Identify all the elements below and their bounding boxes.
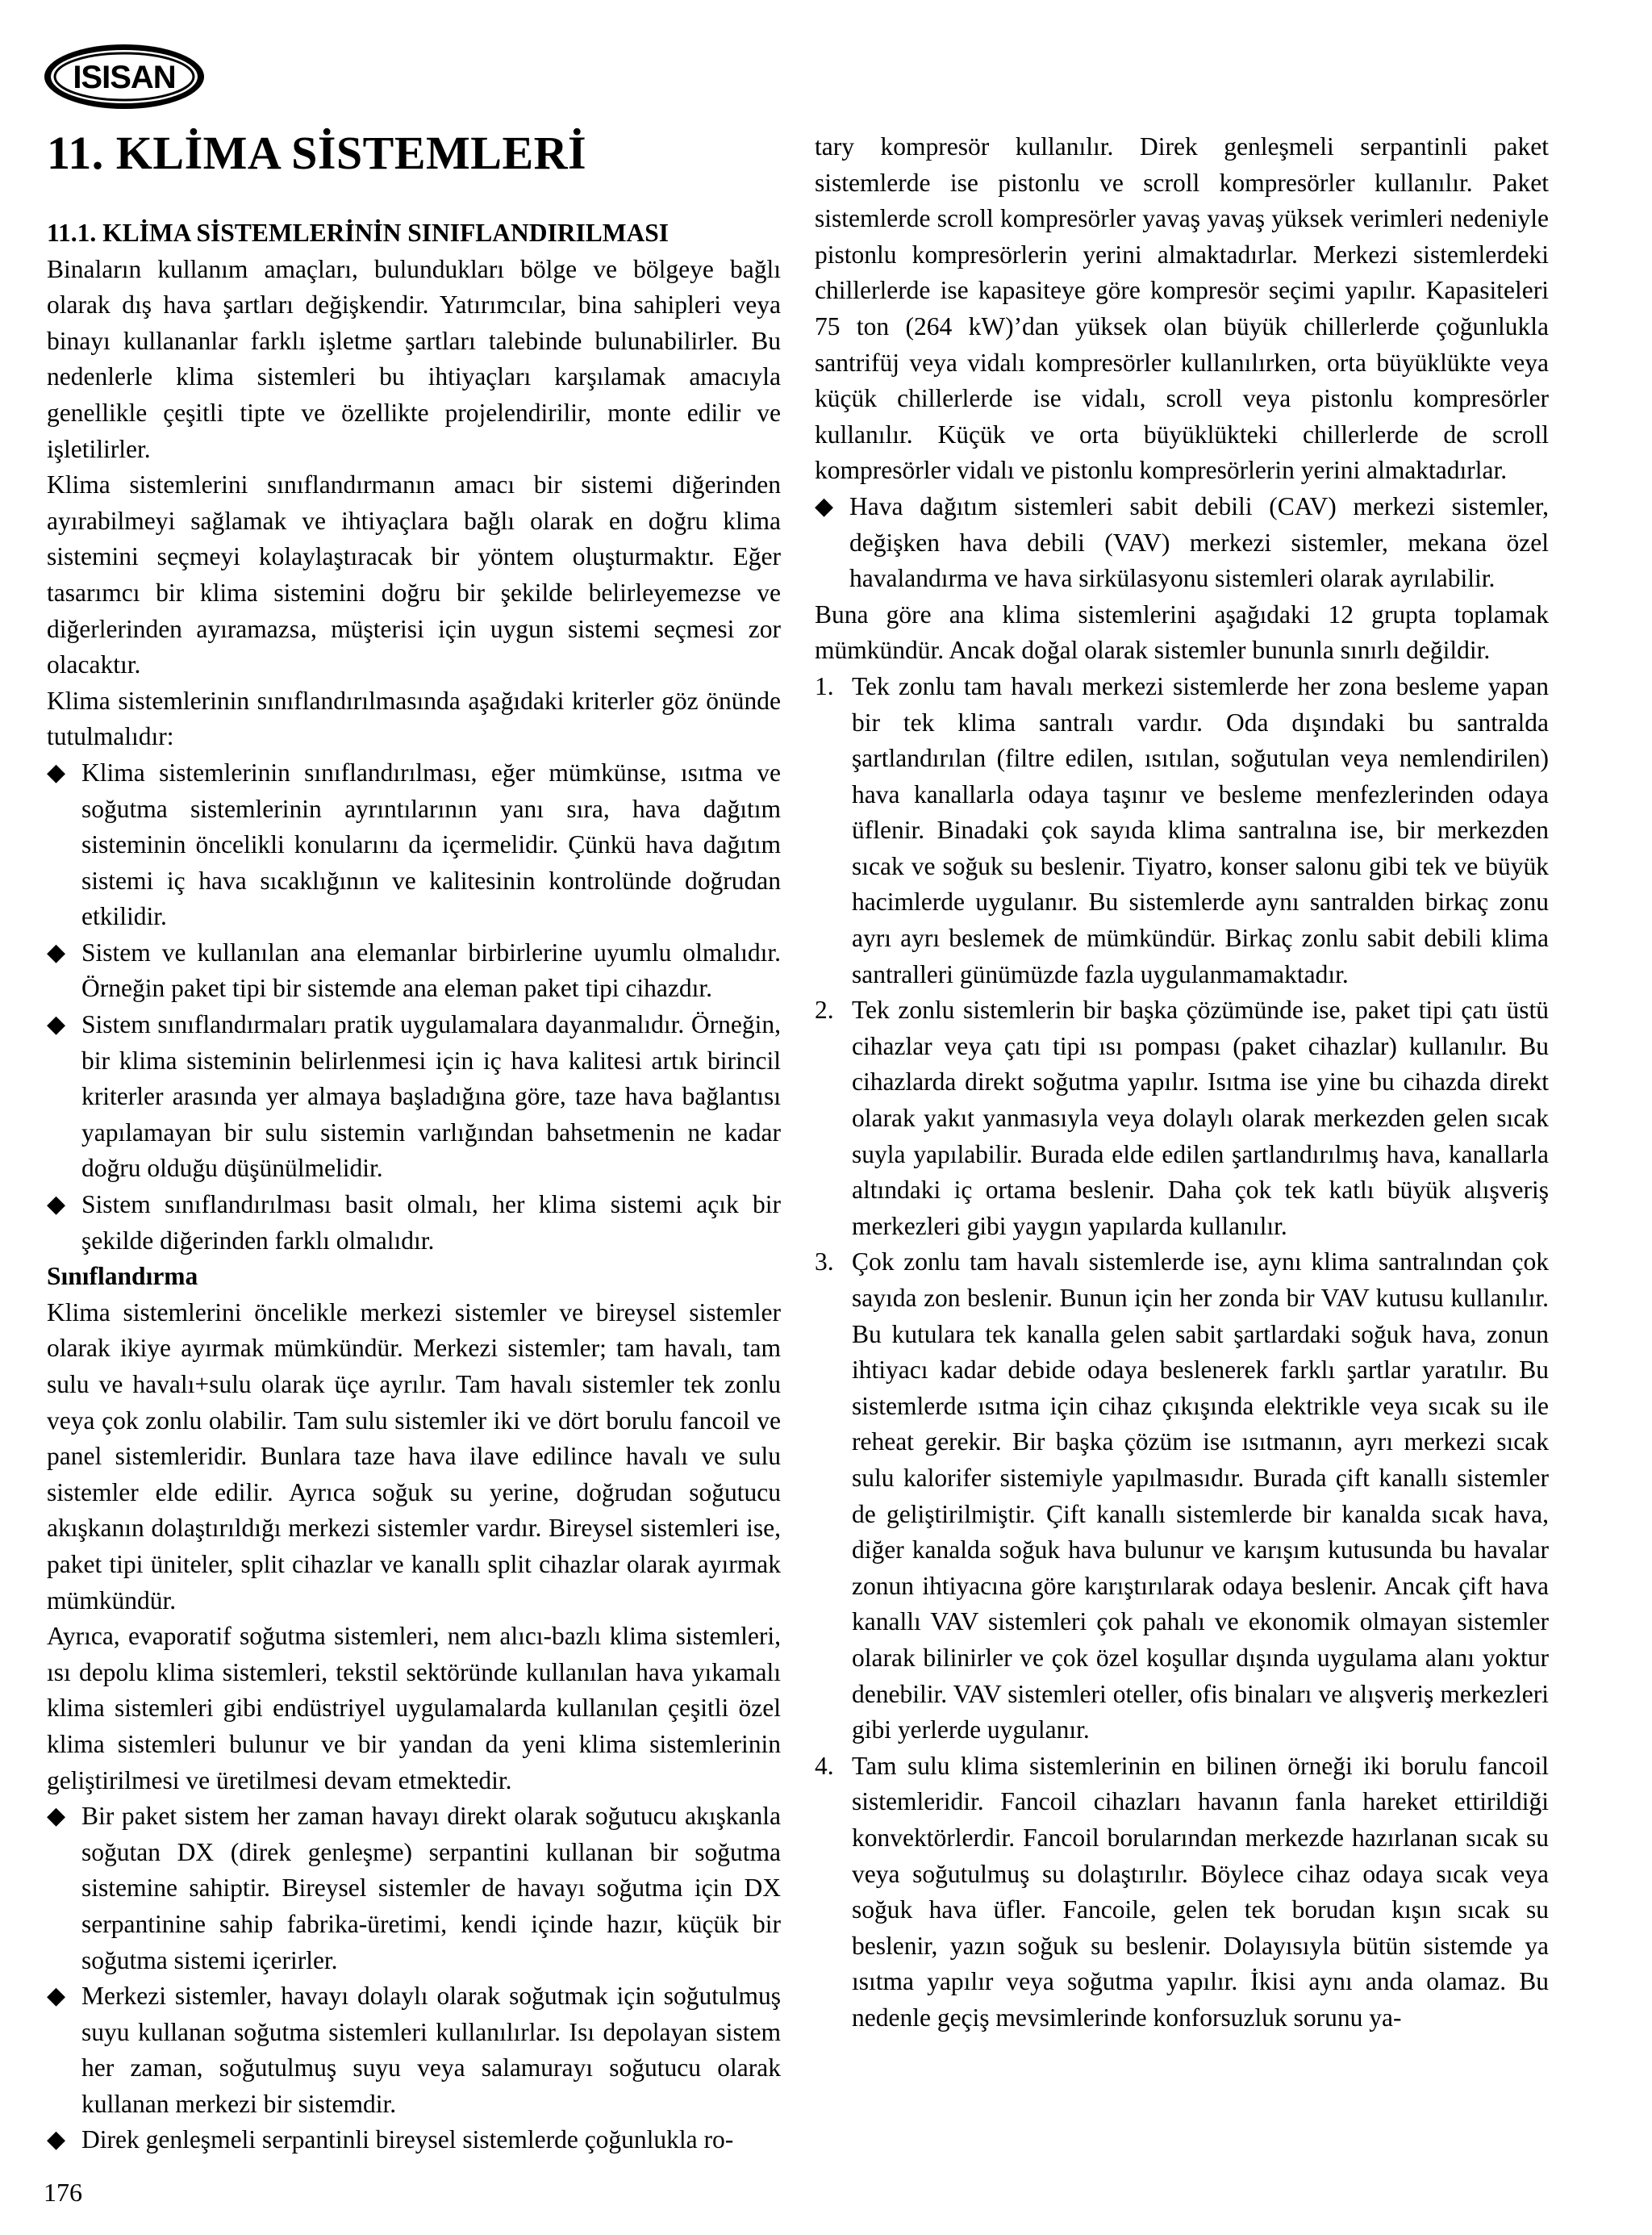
- section-heading: 11.1. KLİMA SİSTEMLERİNİN SINIFLANDIRILMASI: [47, 219, 670, 247]
- right-column: [815, 129, 1549, 2036]
- left-column: [47, 215, 781, 2158]
- diamond-bullet-icon: ◆: [47, 2126, 66, 2154]
- bullet-item: ◆ Sistem ve kullanılan ana elemanlar birbirlerine uyumlu olmalıdır. Örneğin paket tipi bir sistemde ana eleman paket tipi cihazdır.: [47, 935, 781, 1007]
- bullet-item: ◆ Sistem sınıflandırılması basit olmalı, her klima sistemi açık bir şekilde diğerinden farklı olmalıdır.: [47, 1187, 781, 1259]
- diamond-bullet-icon: ◆: [47, 1011, 66, 1038]
- item-number: 2.: [815, 996, 834, 1025]
- item-number: 1.: [815, 671, 834, 700]
- bullet-item: ◆ Sistem sınıflandırmaları pratik uygulamalara dayanmalıdır. Örneğin, bir klima sisteminin belirlenmesi için iç hava kalitesi artık birincil kriterler arasında yer almaya başladığına göre, taze hava bağlantısı yapılamayan bir sulu sistemin varlığından bahsetmenin ne kadar doğru olduğu düşünülmelidir.: [47, 1007, 781, 1187]
- bullet-item: ◆ Merkezi sistemler, havayı dolaylı olarak soğutmak için soğutulmuş suyu kullanan soğutma sistemleri kullanılırlar. Isı depolayan sistem her zaman, soğutulmuş suyu veya salamurayı soğutucu olarak kullanan merkezi bir sistemdir.: [47, 1978, 781, 2122]
- item-number: 3.: [815, 1247, 834, 1276]
- isisan-logo: [42, 42, 206, 111]
- page-number: 176: [44, 2178, 82, 2207]
- paragraph: Klima sistemlerinin sınıflandırılmasında aşağıdaki kriterler göz önünde tutulmalıdır:: [47, 686, 781, 751]
- paragraph: Binaların kullanım amaçları, bulundukları bölge ve bölgeye bağlı olarak dış hava şartları değişkendir. Yatırımcılar, bina sahipleri veya binayı kullananlar farklı işletme şartları talebinde bulunabilirler. Bu nedenlerle klima sistemleri bu ihtiyaçları karşılamak amacıyla genellikle çeşitli tipte ve özellikte projelendirilir, monte edilir ve işletilirler.: [47, 254, 781, 463]
- subheading: Sınıflandırma: [47, 1262, 198, 1291]
- diamond-bullet-icon: ◆: [47, 758, 66, 786]
- diamond-bullet-icon: ◆: [47, 1191, 66, 1218]
- logo-text: ISISAN: [73, 60, 176, 95]
- numbered-item: 3. Çok zonlu tam havalı sistemlerde ise, aynı klima santralından çok sayıda zon beslenir. Bunun için her zonda bir VAV kutusu kullanılır. Bu kutulara tek kanalla gelen sabit şartlardaki soğuk hava, zonun ihtiyacı kadar debide odaya beslenerek farklı şartlar yaratılır. Bu sistemlerde ısıtma için cihaz çıkışında elektrikle veya sıcak su ile reheat gerekir. Bir başka çözüm ise ısıtmanın, ayrı merkezi sıcak sulu kalorifer sistemiyle yapılmasıdır. Burada çift kanallı sistemler de geliştirilmiştir. Çift kanallı sistemlerde bir kanalda sıcak hava, diğer kanalda soğuk hava bulunur ve karışım kutusunda bu havalar zonun ihtiyacına göre karıştırılarak odaya beslenir. Ancak çift hava kanallı VAV sistemleri çok pahalı ve ekonomik olmayan sistemler olarak bilinirler ve çok özel koşullar dışında uygulama alanı yoktur denebilir. VAV sistemleri oteller, ofis binaları ve alışveriş merkezleri gibi yerlerde uygulanır.: [815, 1244, 1549, 1748]
- bullet-item: ◆ Bir paket sistem her zaman havayı direkt olarak soğutucu akışkanla soğutan DX (direk genleşme) serpantini kullanan bir soğutma sistemine sahiptir. Bireysel sistemler de havayı soğutma için DX serpantinine sahip fabrika-üretimi, kendi içinde hazır, küçük bir soğutma sistemi içerirler.: [47, 1798, 781, 1978]
- paragraph: Buna göre ana klima sistemlerini aşağıdaki 12 grupta toplamak mümkündür. Ancak doğal olarak sistemler bununla sınırlı değildir.: [815, 599, 1549, 665]
- bullet-item: ◆ Hava dağıtım sistemleri sabit debili (CAV) merkezi sistemler, değişken hava debili (VAV) merkezi sistemler, mekana özel havalandırma ve hava sirkülasyonu sistemleri olarak ayrılabilir.: [815, 489, 1549, 597]
- numbered-item: 2. Tek zonlu sistemlerin bir başka çözümünde ise, paket tipi çatı üstü cihazlar veya çatı tipi ısı pompası (paket cihazlar) kullanılır. Bu cihazlarda direkt soğutma yapılır. Isıtma ise yine bu cihazda direkt olarak yakıt yanmasıyla veya dolaylı olarak merkezden gelen sıcak suyla yapılabilir. Burada elde edilen şartlandırılmış hava, kanallarla altındaki iç ortama beslenir. Daha çok tek katlı büyük alışveriş merkezleri gibi yaygın yapılarda kullanılır.: [815, 992, 1549, 1244]
- diamond-bullet-icon: ◆: [47, 1982, 66, 2010]
- numbered-item: 4. Tam sulu klima sistemlerinin en bilinen örneği iki borulu fancoil sistemleridir. Fancoil cihazları havanın fanla hareket ettirildiği konvektörlerdir. Fancoil borularından merkezde hazırlanan sıcak su veya soğutulmuş su dolaştırılır. Böylece cihaz odaya sıcak veya soğuk hava üfler. Fancoile, gelen tek borudan kışın sıcak su beslenir, yazın soğuk su beslenir. Dolayısıyla bütün sistemde ya ısıtma yapılır veya soğutma yapılır. İkisi aynı anda olamaz. Bu nedenle geçiş mevsimlerinde konforsuzluk sorunu ya-: [815, 1748, 1549, 2037]
- paragraph: Klima sistemlerini öncelikle merkezi sistemler ve bireysel sistemler olarak ikiye ayırmak mümkündür. Merkezi sistemler; tam havalı, tam sulu ve havalı+sulu olarak üçe ayrılır. Tam havalı sistemler tek zonlu veya çok zonlu olabilir. Tam sulu sistemler iki ve dört borulu fancoil ve panel sistemleridir. Bunlara taze hava ilave edilince havalı ve sulu sistemler elde edilir. Ayrıca soğuk su yerine, doğrudan soğutucu akışkanın dolaştırıldığı merkezi sistemler vardır. Bireysel sistemleri ise, paket tipi üniteler, split cihazlar ve kanallı split cihazlar olarak ayırmak mümkündür.: [47, 1297, 781, 1615]
- diamond-bullet-icon: ◆: [47, 1803, 66, 1830]
- numbered-item: 1. Tek zonlu tam havalı merkezi sistemlerde her zona besleme yapan bir tek klima santralı vardır. Oda dışındaki bu santralda şartlandırılan (filtre edilen, ısıtılan, soğutulan veya nemlendirilen) hava kanallarla odaya taşınır ve besleme menfezlerinden odaya üflenir. Binadaki çok sayıda klima santralına ise, bir merkezden sıcak ve soğuk su beslenir. Tiyatro, konser salonu gibi tek ve büyük hacimlerde uygulanır. Bu sistemlerde aynı santralden birkaç zonu ayrı ayrı beslemek de mümkündür. Birkaç zonlu sabit debili klima santralleri günümüzde fazla uygulanmamaktadır.: [815, 669, 1549, 992]
- bullet-item: ◆ Direk genleşmeli serpantinli bireysel sistemlerde çoğunlukla ro-: [47, 2122, 781, 2158]
- page-title: 11. KLİMA SİSTEMLERİ: [47, 127, 587, 179]
- item-number: 4.: [815, 1751, 834, 1780]
- diamond-bullet-icon: ◆: [815, 492, 834, 520]
- diamond-bullet-icon: ◆: [47, 938, 66, 966]
- bullet-item: ◆ Klima sistemlerinin sınıflandırılması, eğer mümkünse, ısıtma ve soğutma sistemlerinin ayrıntılarının yanı sıra, hava dağıtım sisteminin öncelikli konularını da içermelidir. Çünkü hava dağıtım sistemi iç hava sıcaklığının ve kalitesinin kontrolünde doğrudan etkilidir.: [47, 755, 781, 935]
- paragraph: Klima sistemlerini sınıflandırmanın amacı bir sistemi diğerinden ayırabilmeyi sağlamak ve ihtiyaçlara bağlı olarak en doğru klima sistemini seçmeyi kolaylaştıracak bir yöntem oluşturmaktır. Eğer tasarımcı bir klima sistemini doğru bir şekilde belirleyemezse ve diğerlerinden ayıramazsa, müşterisi için uygun sistemi seçmesi zor olacaktır.: [47, 470, 781, 679]
- paragraph: tary kompresör kullanılır. Direk genleşmeli serpantinli paket sistemlerde ise pistonlu ve scroll kompresörler kullanılır. Paket sistemlerde scroll kompresörler yavaş yavaş yüksek verimleri nedeniyle pistonlu kompresörlerin yerini almaktadırlar. Merkezi sistemlerdeki chillerlerde ise kapasiteye göre kompresör seçimi yapılır. Kapasiteleri 75 ton (264 kW)’dan yüksek olan büyük chillerlerde çoğunlukla santrifüj veya vidalı kompresörler kullanılırken, orta büyüklükte veya küçük chillerlerde ise vidalı, scroll veya pistonlu kompresörler kullanılır. Küçük ve orta büyüklükteki chillerlerde de scroll kompresörler vidalı ve pistonlu kompresörlerin yerini almaktadırlar.: [815, 132, 1549, 485]
- paragraph: Ayrıca, evaporatif soğutma sistemleri, nem alıcı-bazlı klima sistemleri, ısı depolu klima sistemleri, tekstil sektöründe kullanılan hava yıkamalı klima sistemleri gibi endüstriyel uygulamalarda kullanılan çeşitli özel klima sistemleri bulunur ve bir yandan da yeni klima sistemlerinin geliştirilmesi ve üretilmesi devam etmektedir.: [47, 1622, 781, 1794]
